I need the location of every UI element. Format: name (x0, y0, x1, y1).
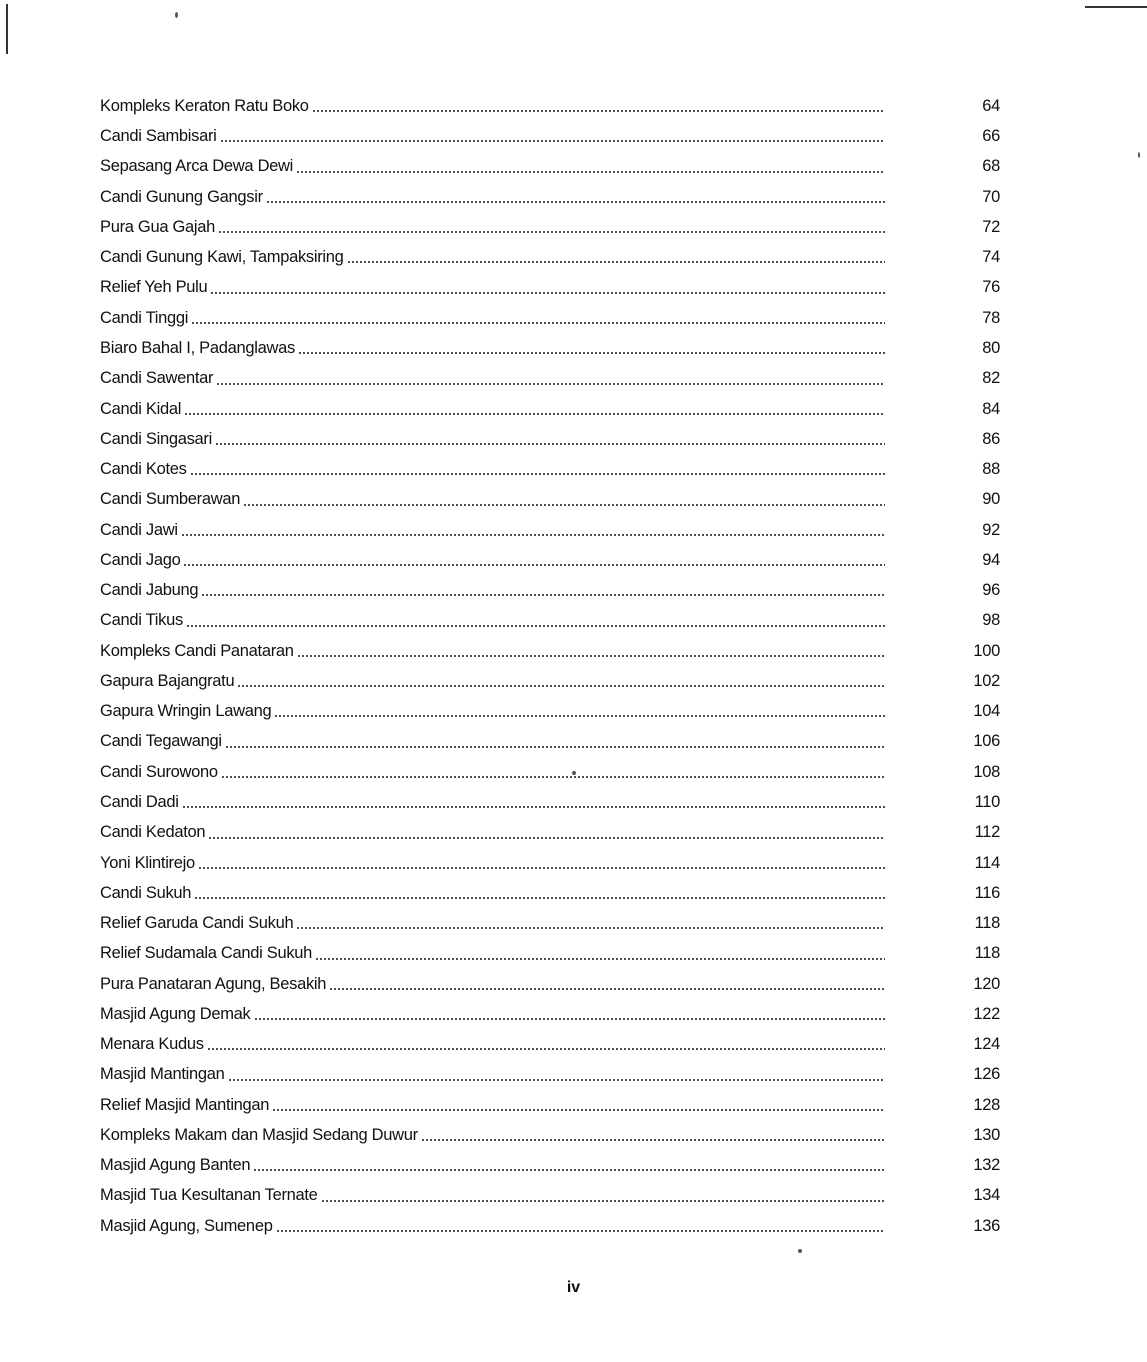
toc-dot-leader (221, 775, 885, 779)
toc-entry-title: Kompleks Candi Panataran (100, 641, 294, 660)
toc-entry-page: 104 (973, 702, 1000, 721)
toc-dot-leader (312, 109, 885, 113)
toc-entry (100, 273, 1005, 303)
toc-entry (100, 394, 1005, 424)
toc-entry (100, 878, 1005, 908)
toc-entry-title: Kompleks Keraton Ratu Boko (100, 96, 309, 115)
scan-edge-mark (1085, 6, 1147, 8)
toc-dot-leader (329, 987, 885, 991)
toc-dot-leader (220, 139, 885, 143)
toc-leader-wrap (217, 129, 885, 143)
toc-entry-page: 100 (973, 641, 1000, 660)
toc-entry-page: 84 (982, 399, 1000, 418)
toc-dot-leader (254, 1017, 885, 1021)
toc-entry-title: Candi Sukuh (100, 883, 192, 902)
toc-entry (100, 212, 1005, 242)
toc-entry (100, 938, 1005, 968)
toc-leader-wrap (181, 402, 885, 416)
toc-entry (100, 666, 1005, 696)
toc-dot-leader (266, 200, 885, 204)
toc-entry-title: Candi Surowono (100, 762, 218, 781)
toc-leader-wrap (222, 735, 885, 749)
toc-entry-page: 66 (982, 127, 1000, 146)
toc-entry (100, 121, 1005, 151)
toc-dot-leader (274, 714, 885, 718)
toc-entry-title: Relief Garuda Candi Sukuh (100, 914, 294, 933)
toc-dot-leader (190, 472, 885, 476)
toc-dot-leader (321, 1199, 885, 1203)
toc-dot-leader (296, 170, 885, 174)
toc-entry (100, 848, 1005, 878)
toc-entry-title: Yoni Klintirejo (100, 853, 195, 872)
scan-speck (175, 12, 178, 18)
toc-leader-wrap (250, 1158, 885, 1172)
toc-leader-wrap (195, 856, 885, 870)
toc-entry-title: Relief Sudamala Candi Sukuh (100, 944, 313, 963)
toc-dot-leader (296, 926, 885, 930)
toc-entry-page: 98 (982, 611, 1000, 630)
toc-entry (100, 636, 1005, 666)
toc-entry-page: 112 (974, 823, 1000, 842)
toc-entry-page: 92 (982, 520, 1000, 539)
toc-entry (100, 545, 1005, 575)
toc-leader-wrap (269, 1098, 885, 1112)
toc-entry (100, 91, 1005, 121)
toc-dot-leader (208, 836, 885, 840)
toc-entry (100, 1150, 1005, 1180)
toc-entry (100, 606, 1005, 636)
toc-entry-page: 118 (974, 944, 1000, 963)
toc-entry (100, 1090, 1005, 1120)
toc-entry-title: Masjid Agung Demak (100, 1004, 251, 1023)
toc-entry-title: Masjid Agung, Sumenep (100, 1216, 273, 1235)
toc-entry (100, 696, 1005, 726)
page-number: iv (566, 1279, 581, 1296)
toc-entry-title: Sepasang Arca Dewa Dewi (100, 157, 294, 176)
toc-leader-wrap (309, 99, 885, 113)
toc-entry-title: Candi Sawentar (100, 369, 214, 388)
toc-entry (100, 969, 1005, 999)
toc-entry-page: 88 (982, 460, 1000, 479)
toc-leader-wrap (318, 1189, 885, 1203)
toc-entry-page: 86 (982, 429, 1000, 448)
toc-entry-title: Candi Kotes (100, 460, 187, 479)
toc-entry-page: 70 (982, 187, 1000, 206)
toc-dot-leader (210, 291, 885, 295)
toc-leader-wrap (294, 644, 885, 658)
toc-entry (100, 242, 1005, 272)
toc-entry-title: Biaro Bahal I, Padanglawas (100, 339, 295, 357)
toc-entry-title: Candi Sambisari (100, 127, 217, 146)
toc-entry (100, 727, 1005, 757)
toc-dot-leader (237, 684, 885, 688)
toc-entry (100, 515, 1005, 545)
toc-entry-title: Candi Dadi (100, 792, 179, 811)
toc-entry (100, 484, 1005, 514)
scan-edge-mark (6, 4, 8, 54)
toc-entry (100, 999, 1005, 1029)
toc-entry-page: 72 (982, 217, 1000, 236)
toc-leader-wrap (418, 1128, 885, 1142)
toc-dot-leader (201, 593, 885, 597)
toc-entry (100, 424, 1005, 454)
toc-leader-wrap (218, 765, 885, 779)
toc-leader-wrap (312, 947, 885, 961)
toc-entry-title: Candi Jago (100, 550, 181, 569)
toc-entry (100, 757, 1005, 787)
toc-leader-wrap (225, 1068, 885, 1082)
toc-leader-wrap (188, 311, 885, 325)
toc-dot-leader (253, 1168, 885, 1172)
toc-dot-leader (298, 351, 885, 355)
scan-speck (1138, 152, 1140, 158)
toc-entry-title: Candi Jawi (100, 520, 178, 539)
toc-dot-leader (315, 957, 885, 961)
toc-leader-wrap (179, 795, 885, 809)
toc-entry-page: 128 (973, 1095, 1000, 1114)
toc-leader-wrap (293, 160, 885, 174)
toc-entry (100, 1211, 1005, 1241)
toc-entry-title: Gapura Bajangratu (100, 671, 235, 690)
toc-dot-leader (184, 412, 885, 416)
toc-entry-page: 78 (982, 308, 1000, 327)
toc-entry (100, 1029, 1005, 1059)
toc-entry-page: 114 (974, 853, 1000, 872)
toc-entry-title: Masjid Agung Banten (100, 1156, 251, 1175)
toc-entry-page: 120 (973, 974, 1000, 993)
toc-leader-wrap (213, 372, 885, 386)
toc-entry (100, 817, 1005, 847)
toc-dot-leader (194, 896, 885, 900)
toc-leader-wrap (240, 493, 885, 507)
toc-entry-title: Candi Gunung Kawi, Tampaksiring (100, 248, 344, 267)
toc-dot-leader (272, 1108, 885, 1112)
toc-entry-title: Masjid Tua Kesultanan Ternate (100, 1186, 318, 1205)
toc-entry (100, 363, 1005, 393)
toc-dot-leader (421, 1138, 885, 1142)
toc-leader-wrap (215, 220, 885, 234)
scan-speck (798, 1249, 802, 1253)
toc-entry (100, 152, 1005, 182)
toc-entry-page: 68 (982, 157, 1000, 176)
toc-dot-leader (228, 1078, 885, 1082)
toc-entry (100, 333, 1005, 363)
toc-dot-leader (215, 442, 885, 446)
toc-entry-page: 118 (974, 914, 1000, 933)
toc-entry-title: Candi Jabung (100, 581, 199, 600)
toc-entry-page: 130 (973, 1125, 1000, 1144)
toc-entry (100, 908, 1005, 938)
toc-entry-page: 94 (982, 550, 1000, 569)
toc-entry-page: 126 (973, 1065, 1000, 1084)
toc-leader-wrap (187, 462, 885, 476)
toc-entry-title: Candi Kidal (100, 399, 182, 418)
toc-dot-leader (191, 321, 885, 325)
toc-leader-wrap (207, 281, 885, 295)
toc-entry-page: 102 (973, 671, 1000, 690)
toc-entry-title: Pura Gua Gajah (100, 217, 216, 236)
toc-entry-page: 132 (973, 1156, 1000, 1175)
toc-dot-leader (216, 382, 885, 386)
toc-entry-page: 116 (974, 883, 1000, 902)
toc-leader-wrap (251, 1007, 885, 1021)
toc-entry-title: Candi Tinggi (100, 308, 189, 327)
toc-dot-leader (347, 260, 885, 264)
toc-dot-leader (207, 1047, 885, 1051)
toc-leader-wrap (295, 341, 885, 355)
toc-leader-wrap (271, 704, 885, 718)
toc-leader-wrap (183, 614, 885, 628)
toc-dot-leader (297, 654, 885, 658)
toc-dot-leader (225, 745, 885, 749)
toc-entry-page: 80 (982, 339, 1000, 357)
table-of-contents (100, 91, 1005, 1241)
toc-entry (100, 1181, 1005, 1211)
toc-leader-wrap (326, 977, 885, 991)
toc-dot-leader (276, 1229, 885, 1233)
toc-entry-page: 122 (973, 1004, 1000, 1023)
toc-entry-title: Candi Tegawangi (100, 732, 222, 751)
toc-leader-wrap (178, 523, 885, 537)
toc-leader-wrap (234, 674, 885, 688)
toc-entry-title: Candi Sumberawan (100, 490, 241, 509)
toc-entry-title: Candi Tikus (100, 611, 183, 630)
toc-entry-page: 64 (982, 96, 1000, 115)
toc-entry-page: 74 (982, 248, 1000, 267)
toc-dot-leader (186, 624, 885, 628)
toc-dot-leader (182, 805, 885, 809)
toc-entry-page: 134 (973, 1186, 1000, 1205)
toc-dot-leader (218, 230, 885, 234)
toc-entry (100, 303, 1005, 333)
toc-entry (100, 454, 1005, 484)
toc-entry-title: Candi Kedaton (100, 823, 206, 842)
toc-leader-wrap (191, 886, 885, 900)
toc-leader-wrap (198, 583, 885, 597)
toc-entry (100, 1060, 1005, 1090)
toc-dot-leader (243, 503, 885, 507)
toc-leader-wrap (205, 826, 885, 840)
toc-entry-title: Pura Panataran Agung, Besakih (100, 974, 327, 993)
toc-entry-page: 110 (974, 792, 1000, 811)
toc-entry-title: Relief Yeh Pulu (100, 278, 208, 297)
toc-entry-page: 136 (973, 1216, 1000, 1235)
toc-entry (100, 575, 1005, 605)
toc-entry-page: 108 (973, 762, 1000, 781)
toc-entry-title: Masjid Mantingan (100, 1065, 225, 1084)
toc-entry-title: Relief Masjid Mantingan (100, 1095, 270, 1114)
toc-dot-leader (181, 533, 885, 537)
toc-entry-page: 90 (982, 490, 1000, 509)
toc-entry-page: 82 (982, 369, 1000, 388)
toc-entry-title: Gapura Wringin Lawang (100, 702, 272, 721)
toc-dot-leader (198, 866, 885, 870)
toc-entry-title: Candi Singasari (100, 429, 212, 448)
toc-entry (100, 182, 1005, 212)
toc-entry-page: 106 (973, 732, 1000, 751)
toc-entry-title: Kompleks Makam dan Masjid Sedang Duwur (100, 1125, 418, 1144)
toc-entry (100, 1120, 1005, 1150)
toc-leader-wrap (344, 250, 885, 264)
toc-leader-wrap (273, 1219, 885, 1233)
toc-entry-title: Menara Kudus (100, 1035, 204, 1054)
toc-entry-page: 124 (973, 1035, 1000, 1054)
toc-leader-wrap (212, 432, 885, 446)
toc-leader-wrap (293, 916, 885, 930)
toc-leader-wrap (204, 1037, 885, 1051)
toc-dot-leader (183, 563, 885, 567)
toc-entry-page: 76 (982, 278, 1000, 297)
toc-leader-wrap (180, 553, 885, 567)
toc-entry (100, 787, 1005, 817)
toc-entry-page: 96 (982, 581, 1000, 600)
toc-leader-wrap (263, 190, 885, 204)
toc-entry-title: Candi Gunung Gangsir (100, 187, 263, 206)
